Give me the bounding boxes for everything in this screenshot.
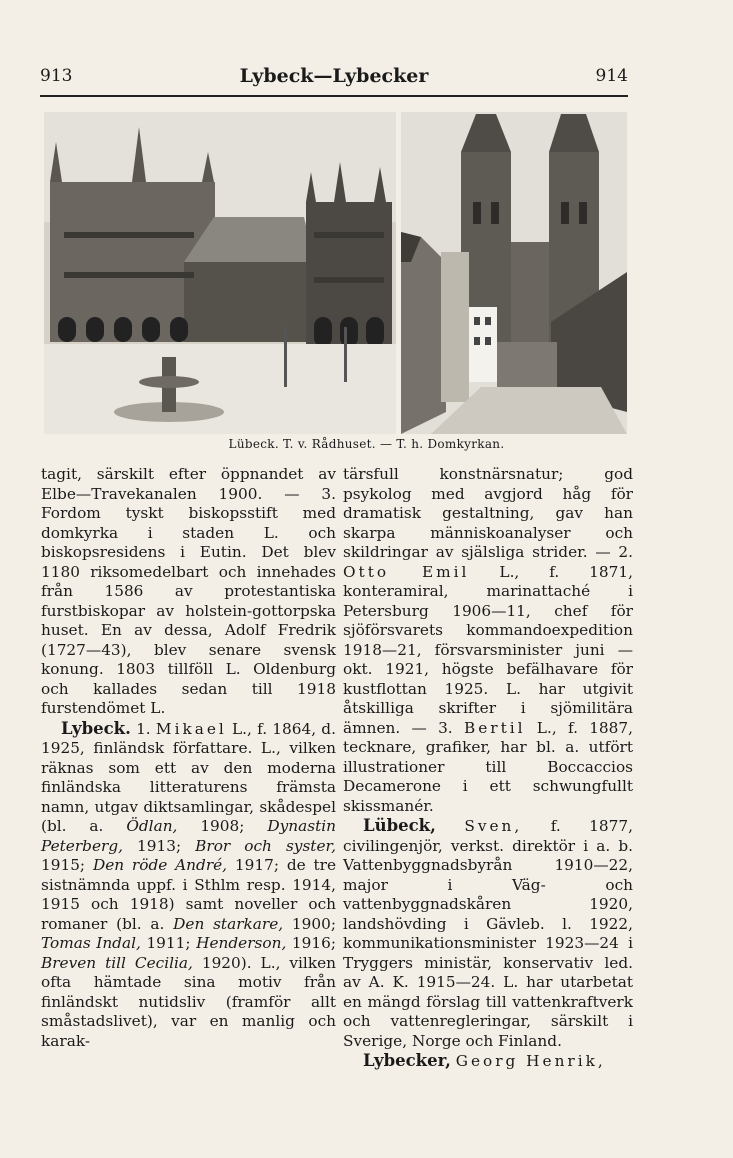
photo-town-hall — [44, 112, 396, 434]
entry-heading: Lybeck. — [61, 718, 131, 738]
text-column-right — [343, 465, 633, 1072]
photo-caption: Lübeck. T. v. Rådhuset. — T. h. Domkyrkan. — [228, 437, 505, 451]
entry-lybecker — [343, 1051, 633, 1072]
entry-lubeck: Lübeck, Sven, f. 1877, civilingenjör, verkst. direktör i a. b. Vattenbyggnadsbyrån 1910—22, major i Väg- och vattenbyggnadskåren 1920, landshövding i Gävleb. l. 1922, kommunikationsminister 1923—24 i Tryggers ministär, konservativ led. av A. K. 1915—24. L. har utarbetat en mängd förslag till vattenkraftverk och vattenregleringar, särskilt i Sverige, Norge och Finland. — [343, 816, 633, 1050]
page-header — [40, 62, 628, 92]
paragraph: tagit, särskilt efter öppnandet av Elbe—Travekanalen 1900. — 3. Fordom tyskt biskopsstift med domkyrka i staden L. och biskopsresidens i Eutin. Det blev 1180 riksomedelbart och innehades från 1586 av protestantiska furstbiskopar av holstein-gottorpska huset. En av dessa, Adolf Fredrik (1727—43), blev senare svensk konung. 1803 tillföll L. Oldenburg och kallades sedan till 1918 furstendömet L. — [41, 465, 336, 717]
person-name: Mikael — [155, 719, 227, 738]
entry-heading: Lybecker, — [363, 1051, 451, 1070]
page-number-right: 914 — [595, 66, 628, 86]
entry-heading: Lübeck, — [363, 816, 436, 835]
text-column-left — [41, 465, 336, 1051]
person-name: Otto Emil — [343, 562, 470, 581]
header-rule — [40, 95, 628, 97]
person-name: Georg Henrik, — [455, 1052, 606, 1070]
page-number-left: 913 — [40, 66, 73, 86]
entry-lybeck: Lybeck. 1. Mikael L., f. 1864, d. 1925, finländsk författare. L., vilken räknas som ett av den moderna finländska litteraturens främsta namn, utgav diktsamlingar, skådespel (bl. a. Ödlan, 1908; Dynastin Peterberg, 1913; Bror och syster, 1915; Den röde André, 1917; de tre sistnämnda uppf. i Sthlm resp. 1914, 1915 och 1918) samt noveller och romaner (bl. a. Den starkare, 1900; Tomas Indal, 1911; Henderson, 1916; Breven till Cecilia, 1920). L., vilken ofta hämtade sina motiv från finländskt nutidsliv (framför allt småstadslivet), var en manlig och karak- — [41, 718, 337, 1050]
page-title: Lybeck—Lybecker — [239, 65, 429, 87]
photo-cathedral — [401, 112, 627, 434]
person-name: Sven, — [464, 817, 523, 835]
paragraph: tärsfull konstnärsnatur; god psykolog med avgjord håg för dramatisk gestaltning, gav han skarpa människoanalyser och skildringar av själsliga strider. — 2. Otto Emil L., f. 1871, konteramiral, marinattaché i Petersburg 1906—11, chef för sjöförsvarets kommandoexpedition 1918—21, försvarsminister juni —okt. 1921, högste befälhavare för kustflottan 1925. L. har utgivit åtskilliga skrifter i sjömilitära ämnen. — 3. Bertil L., f. 1887, tecknare, grafiker, har bl. a. utfört illustrationer till Boccaccios Decamerone i ett schwungfullt skissmanér. — [343, 465, 633, 815]
person-name: Bertil — [463, 718, 526, 737]
